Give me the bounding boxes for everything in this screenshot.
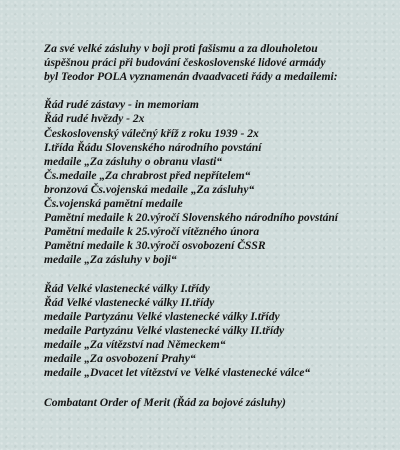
award-item: medaile „Za osvobození Prahy“ xyxy=(44,352,196,366)
award-item: bronzová Čs.vojenská medaile „Za zásluhy“ xyxy=(44,182,255,196)
award-item: Pamětní medaile k 20.výročí Slovenského národního povstání xyxy=(44,211,339,225)
award-item: medaile Partyzánu Velké vlastenecké války I.třídy xyxy=(44,309,280,323)
intro-line: Za své velké zásluhy v boji proti fašismu a za dlouholetou xyxy=(44,42,318,55)
award-item: medaile „Za vítězství nad Německem“ xyxy=(44,337,226,351)
award-item: medaile Partyzánu Velké vlastenecké války II.třídy xyxy=(44,323,285,337)
soviet-awards-list xyxy=(44,282,394,381)
award-item: medaile „Za zásluhy o obranu vlasti“ xyxy=(44,154,223,168)
award-item: medaile „Dvacet let vítězství ve Velké vlastenecké válce“ xyxy=(44,366,311,380)
award-text xyxy=(44,42,394,410)
spacer xyxy=(44,84,394,98)
award-item: Československý válečný kříž z roku 1939 - 2x xyxy=(44,126,259,140)
award-item: Pamětní medaile k 30.výročí osvobození ČSSR xyxy=(44,239,266,253)
closing-award: Combatant Order of Merit (Řád za bojové zásluhy) xyxy=(44,396,286,410)
intro-paragraph xyxy=(44,42,394,84)
intro-line: byl Teodor POLA vyznamenán dvaadvaceti řády a medailemi: xyxy=(44,70,338,84)
award-item: Řád rudé zástavy - in memoriam xyxy=(44,98,199,112)
award-item: Pamětní medaile k 25.výročí vítězného února xyxy=(44,225,260,239)
award-item: medaile „Za zásluhy v boji“ xyxy=(44,253,177,267)
czechoslovak-awards-list xyxy=(44,98,394,267)
award-item: Čs.vojenská pamětní medaile xyxy=(44,197,183,211)
award-item: I.třída Řádu Slovenského národního povstání xyxy=(44,140,262,154)
spacer xyxy=(44,268,394,282)
award-item: Řád Velké vlastenecké války I.třídy xyxy=(44,281,210,295)
intro-line: úspěšnou práci při budování československé lidové armády xyxy=(44,56,326,70)
award-item: Řád rudé hvězdy - 2x xyxy=(44,112,145,126)
award-item: Čs.medaile „Za chrabrost před nepřítelem“ xyxy=(44,168,251,182)
spacer xyxy=(44,380,394,396)
award-item: Řád Velké vlastenecké války II.třídy xyxy=(44,295,215,309)
